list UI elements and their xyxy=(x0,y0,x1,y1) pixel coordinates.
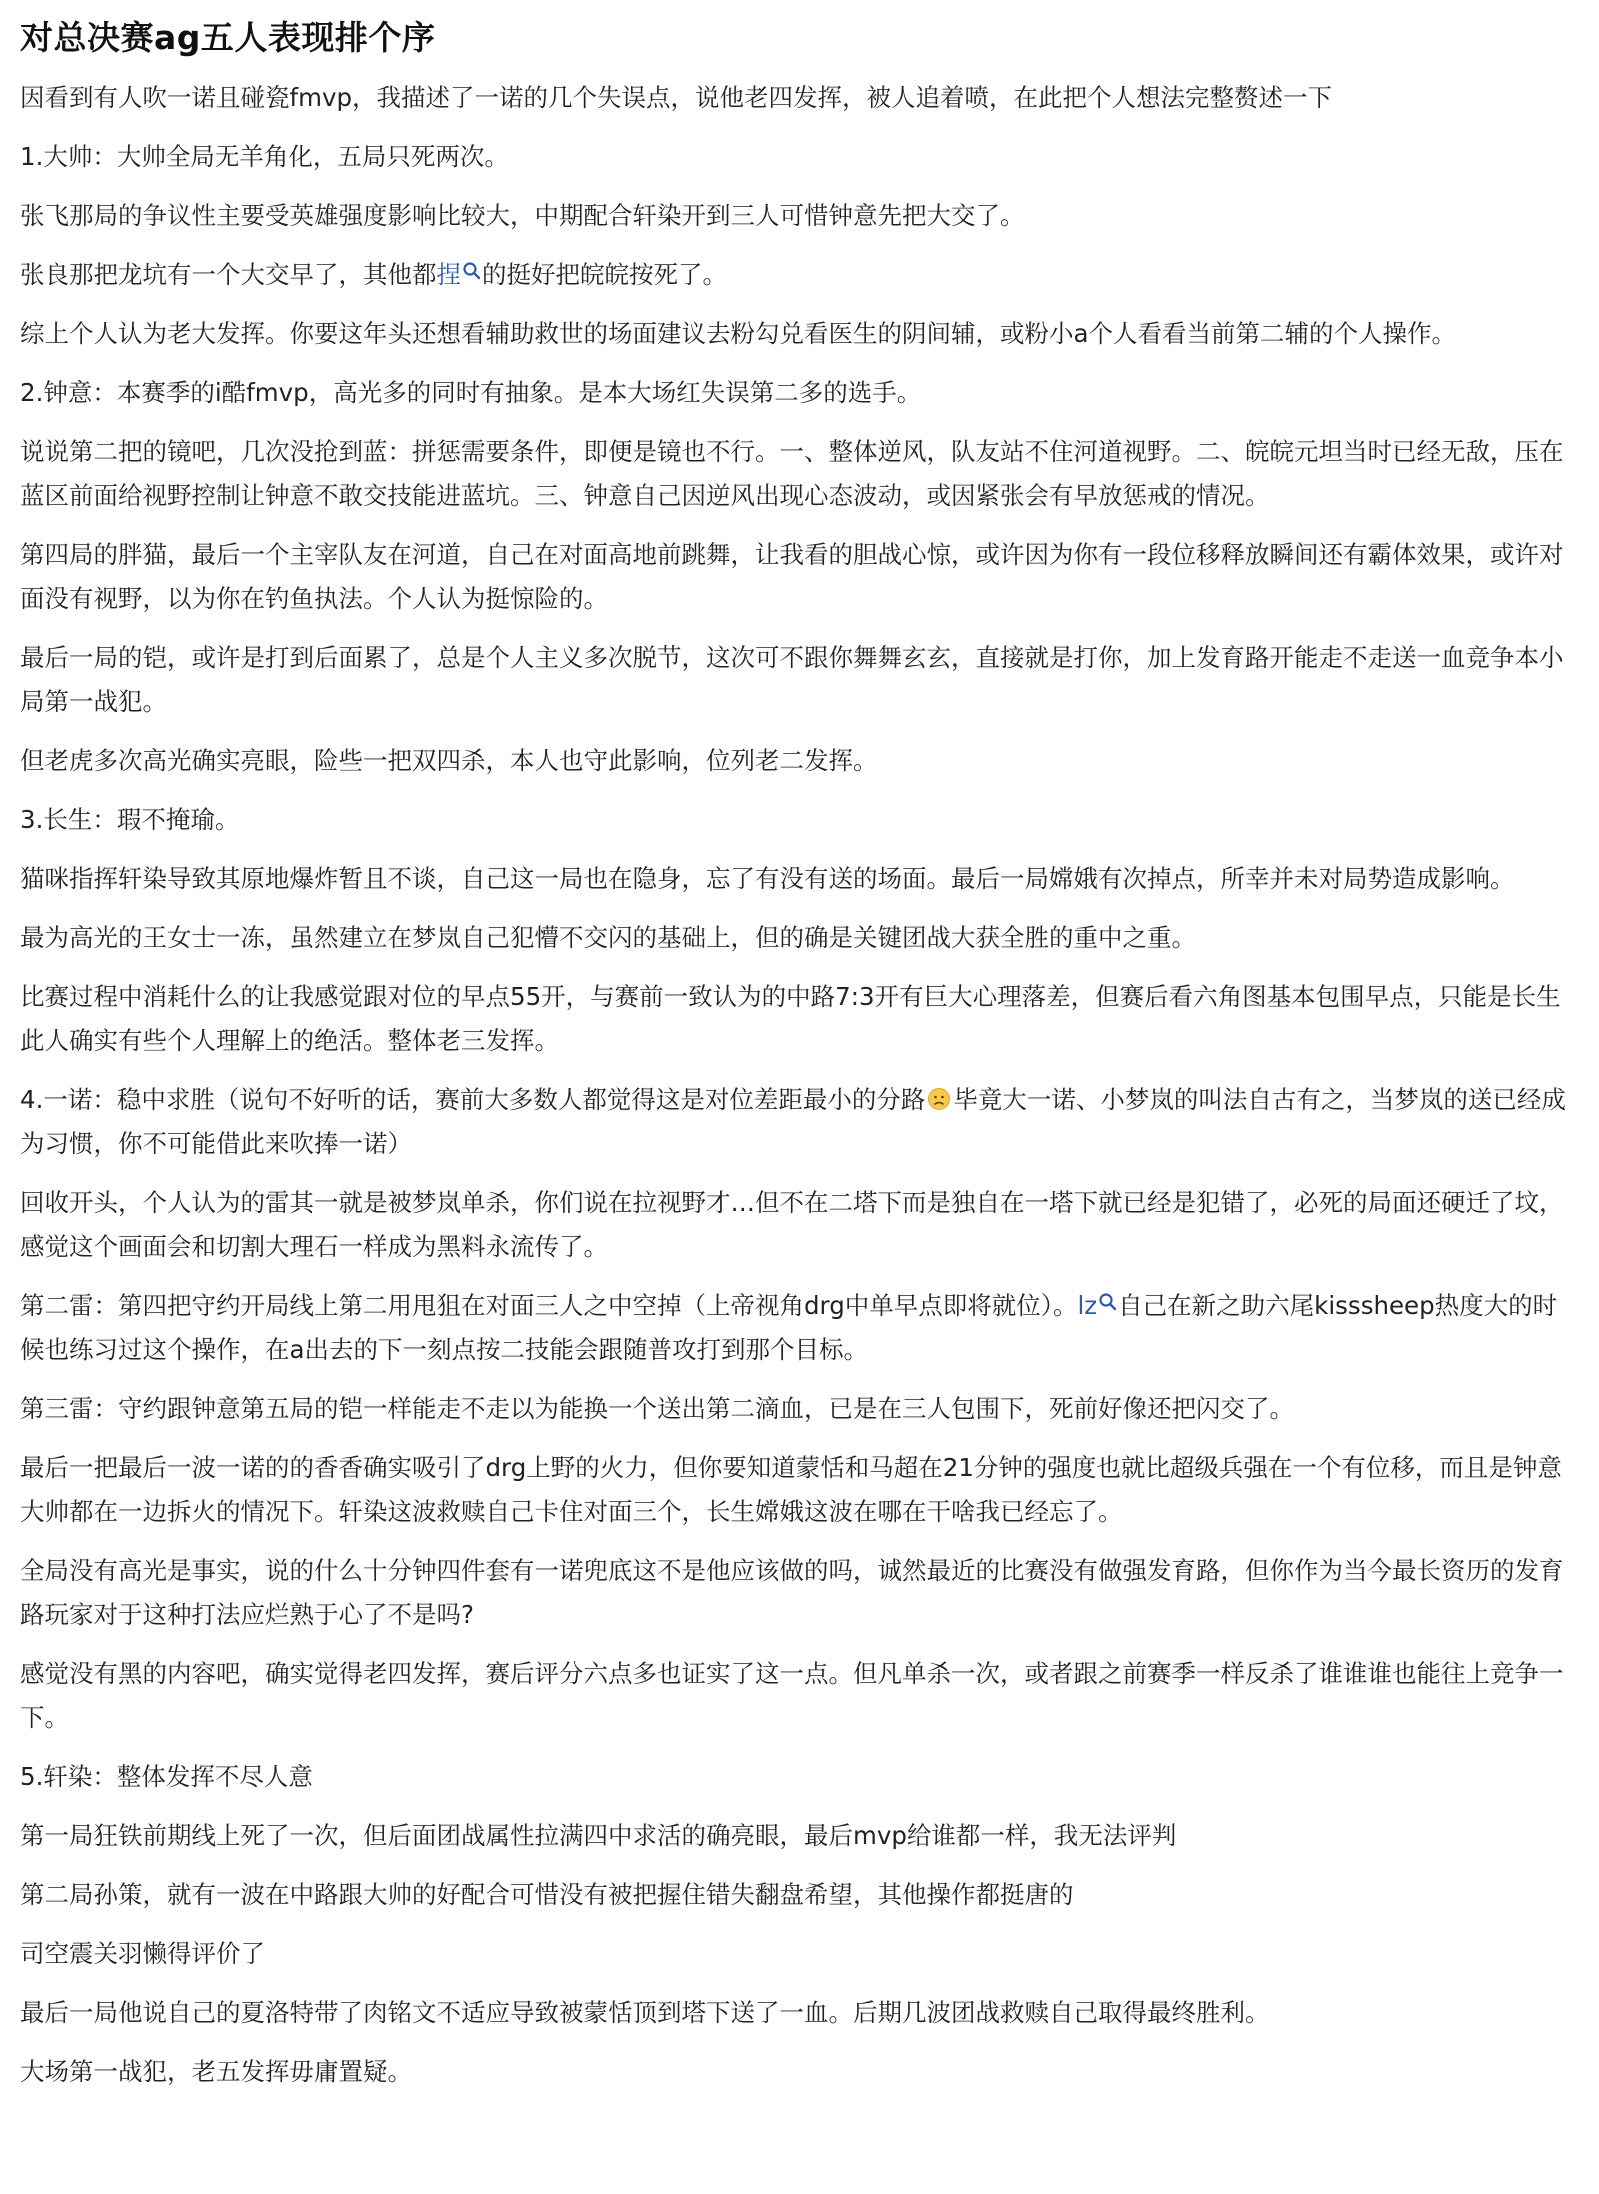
slightly-frowning-face-icon xyxy=(927,1087,951,1111)
paragraph: 司空震关羽懒得评价了 xyxy=(20,1939,265,1968)
text-segment: 的挺好把皖皖按死了。 xyxy=(482,260,727,289)
paragraph: 但老虎多次高光确实亮眼，险些一把双四杀，本人也守此影响，位列老二发挥。 xyxy=(20,746,878,775)
paragraph-zhongyi-heading: 2.钟意：本赛季的i酷fmvp，高光多的同时有抽象。是本大场红失误第二多的选手。 xyxy=(20,378,922,407)
text-segment: 自己在新之助六尾kisssheep热度大的时候也练习过这个操作，在a出去的下一刻点按二技能会跟随普攻打到那个目标。 xyxy=(20,1291,1558,1364)
paragraph: 最为高光的王女士一冻，虽然建立在梦岚自己犯懵不交闪的基础上，但的确是关键团战大获全胜的重中之重。 xyxy=(20,923,1196,952)
paragraph-yinuo-heading xyxy=(20,1078,1579,1166)
text-segment: 毕竟大一诺、小梦岚的叫法自古有之，当梦岚的送已经成为习惯，你不可能借此来吹捧一诺） xyxy=(20,1085,1566,1158)
paragraph: 感觉没有黑的内容吧，确实觉得老四发挥，赛后评分六点多也证实了这一点。但凡单杀一次，或者跟之前赛季一样反杀了谁谁谁也能往上竞争一下。 xyxy=(20,1659,1564,1732)
search-icon[interactable] xyxy=(1098,1292,1118,1312)
paragraph: 第二局孙策，就有一波在中路跟大帅的好配合可惜没有被把握住错失翻盘希望，其他操作都挺唐的 xyxy=(20,1880,1074,1909)
paragraph-dashuai-heading: 1.大帅：大帅全局无羊角化，五局只死两次。 xyxy=(20,142,509,171)
paragraph-with-search-link xyxy=(20,1284,1579,1372)
paragraph: 比赛过程中消耗什么的让我感觉跟对位的早点55开，与赛前一致认为的中路7:3开有巨大心理落差，但赛后看六角图基本包围早点，只能是长生此人确实有些个人理解上的绝活。整体老三发挥。 xyxy=(20,982,1561,1055)
text-segment: 第二雷：第四把守约开局线上第二用甩狙在对面三人之中空掉（上帝视角drg中单早点即将就位）。 xyxy=(20,1291,1078,1320)
search-link[interactable] xyxy=(1078,1291,1119,1320)
search-link-text[interactable]: lz xyxy=(1077,1291,1098,1320)
paragraph: 最后一局的铠，或许是打到后面累了，总是个人主义多次脱节，这次可不跟你舞舞玄玄，直接就是打你，加上发育路开能走不走送一血竞争本小局第一战犯。 xyxy=(20,643,1564,716)
text-segment: 张良那把龙坑有一个大交早了，其他都 xyxy=(20,260,437,289)
paragraph: 全局没有高光是事实，说的什么十分钟四件套有一诺兜底这不是他应该做的吗，诚然最近的比赛没有做强发育路，但你作为当今最长资历的发育路玩家对于这种打法应烂熟于心了不是吗? xyxy=(20,1556,1564,1629)
paragraph: 说说第二把的镜吧，几次没抢到蓝：拼惩需要条件，即便是镜也不行。一、整体逆风，队友站不住河道视野。二、皖皖元坦当时已经无敌，压在蓝区前面给视野控制让钟意不敢交技能进蓝坑。三、钟意自己因逆风出现心态波动，或因紧张会有早放惩戒的情况。 xyxy=(20,437,1564,510)
paragraph: 第一局狂铁前期线上死了一次，但后面团战属性拉满四中求活的确亮眼，最后mvp给谁都一样，我无法评判 xyxy=(20,1821,1177,1850)
search-icon[interactable] xyxy=(462,261,482,281)
paragraph: 第三雷：守约跟钟意第五局的铠一样能走不走以为能换一个送出第二滴血，已是在三人包围下，死前好像还把闪交了。 xyxy=(20,1394,1294,1423)
paragraph: 张飞那局的争议性主要受英雄强度影响比较大，中期配合轩染开到三人可惜钟意先把大交了。 xyxy=(20,201,1025,230)
paragraph: 第四局的胖猫，最后一个主宰队友在河道，自己在对面高地前跳舞，让我看的胆战心惊，或许因为你有一段位移释放瞬间还有霸体效果，或许对面没有视野，以为你在钓鱼执法。个人认为挺惊险的。 xyxy=(20,540,1564,613)
paragraph: 回收开头，个人认为的雷其一就是被梦岚单杀，你们说在拉视野才…但不在二塔下而是独自在一塔下就已经是犯错了，必死的局面还硬迁了坟，感觉这个画面会和切割大理石一样成为黑料永流传了。 xyxy=(20,1188,1564,1261)
paragraph: 猫咪指挥轩染导致其原地爆炸暂且不谈，自己这一局也在隐身，忘了有没有送的场面。最后一局嫦娥有次掉点，所幸并未对局势造成影响。 xyxy=(20,864,1515,893)
post-title: 对总决赛ag五人表现排个序 xyxy=(20,18,436,57)
paragraph-conclusion: 大场第一战犯，老五发挥毋庸置疑。 xyxy=(20,2057,412,2086)
paragraph: 最后一局他说自己的夏洛特带了肉铭文不适应导致被蒙恬顶到塔下送了一血。后期几波团战救赎自己取得最终胜利。 xyxy=(20,1998,1270,2027)
search-link-text[interactable]: 捏 xyxy=(436,260,461,289)
paragraph-changsheng-heading: 3.长生：瑕不掩瑜。 xyxy=(20,805,240,834)
paragraph: 综上个人认为老大发挥。你要这年头还想看辅助救世的场面建议去粉勾兑看医生的阴间辅，或粉小a个人看看当前第二辅的个人操作。 xyxy=(20,319,1457,348)
search-link[interactable] xyxy=(437,260,483,289)
paragraph-with-search-link xyxy=(20,253,1579,297)
text-segment: 4.一诺：稳中求胜（说句不好听的话，赛前大多数人都觉得这是对位差距最小的分路 xyxy=(20,1085,926,1114)
paragraph-xuanran-heading: 5.轩染：整体发挥不尽人意 xyxy=(20,1762,313,1791)
paragraph-intro: 因看到有人吹一诺且碰瓷fmvp，我描述了一诺的几个失误点，说他老四发挥，被人追着喷，在此把个人想法完整赘述一下 xyxy=(20,83,1333,112)
paragraph: 最后一把最后一波一诺的的香香确实吸引了drg上野的火力，但你要知道蒙恬和马超在21分钟的强度也就比超级兵强在一个有位移，而且是钟意大帅都在一边拆火的情况下。轩染这波救赎自己卡住对面三个，长生嫦娥这波在哪在干啥我已经忘了。 xyxy=(20,1453,1562,1526)
